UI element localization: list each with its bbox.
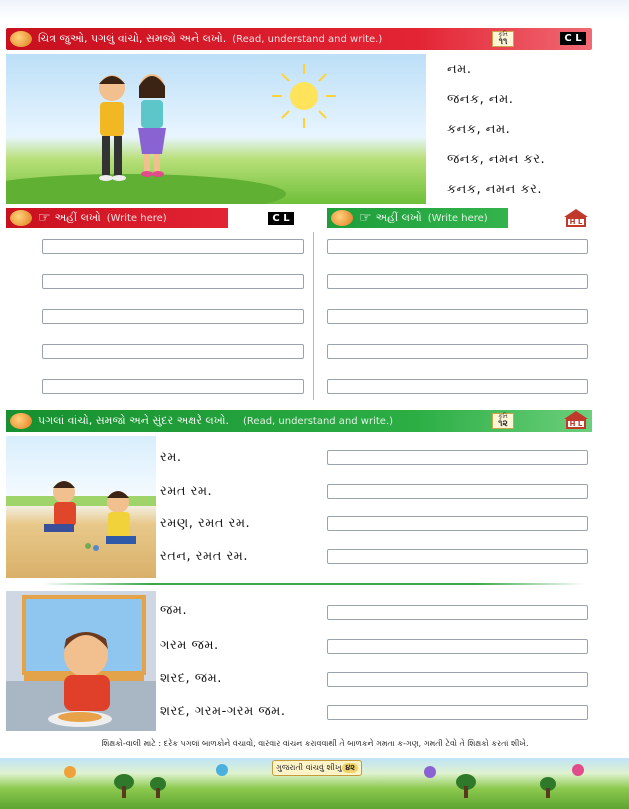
pointing-hand-icon: ☞ <box>38 210 51 226</box>
cl-tag-left: C L <box>268 212 294 225</box>
writing-line[interactable] <box>42 309 304 324</box>
badge-number: ૧૧ <box>498 37 508 47</box>
activity-badge-11 <box>492 31 514 47</box>
section2-subtitle: (Read, understand and write.) <box>243 415 394 427</box>
writing-line[interactable] <box>42 274 304 289</box>
sentence-4: રતન, રમત રમ. <box>160 549 248 564</box>
sentence-1: રમ. <box>160 450 182 465</box>
sentence-2: ગરમ જમ. <box>160 638 219 653</box>
sentence-1: નમ. <box>447 62 472 77</box>
writing-line[interactable] <box>327 639 588 654</box>
book-title: ગુજરાતી વાંચવું શીખુ <box>276 763 342 772</box>
section1-title: ચિત્ર જુઓ, પગલું વાંચો, સમજો અને લખો. <box>38 32 227 45</box>
sentence-3: રમણ, રમત રમ. <box>160 516 251 531</box>
sentence-4: જનક, નમન કર. <box>447 152 546 167</box>
playing-kids-illustration <box>6 436 156 578</box>
sentence-3: કનક, નમ. <box>447 122 511 137</box>
section1-subtitle: (Read, understand and write.) <box>232 33 383 45</box>
writing-line[interactable] <box>327 705 588 720</box>
writing-line[interactable] <box>42 379 304 394</box>
sentence-4: શરદ, ગરમ-ગરમ જમ. <box>160 704 286 719</box>
writing-line[interactable] <box>327 379 588 394</box>
badge-label: કૃતિ <box>498 31 508 38</box>
scene-art <box>6 591 156 731</box>
write-here-right-header <box>327 208 593 228</box>
writing-line[interactable] <box>327 605 588 620</box>
write-right-label: અહીં લખો <box>375 211 422 224</box>
scene-art <box>6 54 426 204</box>
write-left-sub: (Write here) <box>106 212 167 224</box>
sentence-1: જમ. <box>160 603 188 618</box>
writing-line[interactable] <box>327 672 588 687</box>
badge-number: ૧૨ <box>498 419 508 429</box>
section-divider <box>40 583 585 585</box>
writing-line[interactable] <box>42 239 304 254</box>
teacher-note: શિક્ષકો-વાલી માટે : દરેક પગલાં બાળકોને વંચાવો, વારંવાર વાંચન કરાવવાથી તે બાળકને ગમતા ક-ગણ, ગમતી ટેવો તે શિક્ષકો કરતાં શીખે. <box>101 739 529 748</box>
write-here-left-header <box>6 208 302 228</box>
write-left-label: અહીં લખો <box>54 211 101 224</box>
writing-line[interactable] <box>42 344 304 359</box>
sentence-5: કનક, નમન કર. <box>447 182 543 197</box>
sentence-3: શરદ, જમ. <box>160 671 222 686</box>
sentence-2: રમત રમ. <box>160 484 213 499</box>
hl-tag: H L <box>566 419 586 429</box>
activity-badge-12 <box>492 413 514 429</box>
hl-house-icon <box>560 411 592 431</box>
page-number: ૪૨ <box>342 763 358 773</box>
book-title-banner <box>272 760 362 776</box>
pointing-hand-icon: ☞ <box>359 210 372 226</box>
writing-line[interactable] <box>327 274 588 289</box>
cl-tag: C L <box>560 32 586 45</box>
badge-label: કૃતિ <box>498 413 508 420</box>
write-right-sub: (Write here) <box>427 212 488 224</box>
writing-line[interactable] <box>327 344 588 359</box>
writing-line[interactable] <box>327 239 588 254</box>
hl-house-icon <box>560 209 592 229</box>
eating-boy-illustration <box>6 591 156 731</box>
section2-title: પગલાં વાંચો, સમજો અને સુંદર અક્ષરે લખો. <box>38 414 230 427</box>
writing-line[interactable] <box>327 450 588 465</box>
mascot-icon <box>10 210 32 226</box>
column-divider <box>313 232 314 400</box>
writing-line[interactable] <box>327 549 588 564</box>
writing-line[interactable] <box>327 516 588 531</box>
writing-line[interactable] <box>327 484 588 499</box>
mascot-icon <box>10 31 32 47</box>
mascot-icon <box>331 210 353 226</box>
writing-line[interactable] <box>327 309 588 324</box>
sentence-2: જનક, નમ. <box>447 92 514 107</box>
hl-tag: H L <box>566 217 586 227</box>
mascot-icon <box>10 413 32 429</box>
praying-children-illustration <box>6 54 426 204</box>
scene-art <box>6 436 156 578</box>
